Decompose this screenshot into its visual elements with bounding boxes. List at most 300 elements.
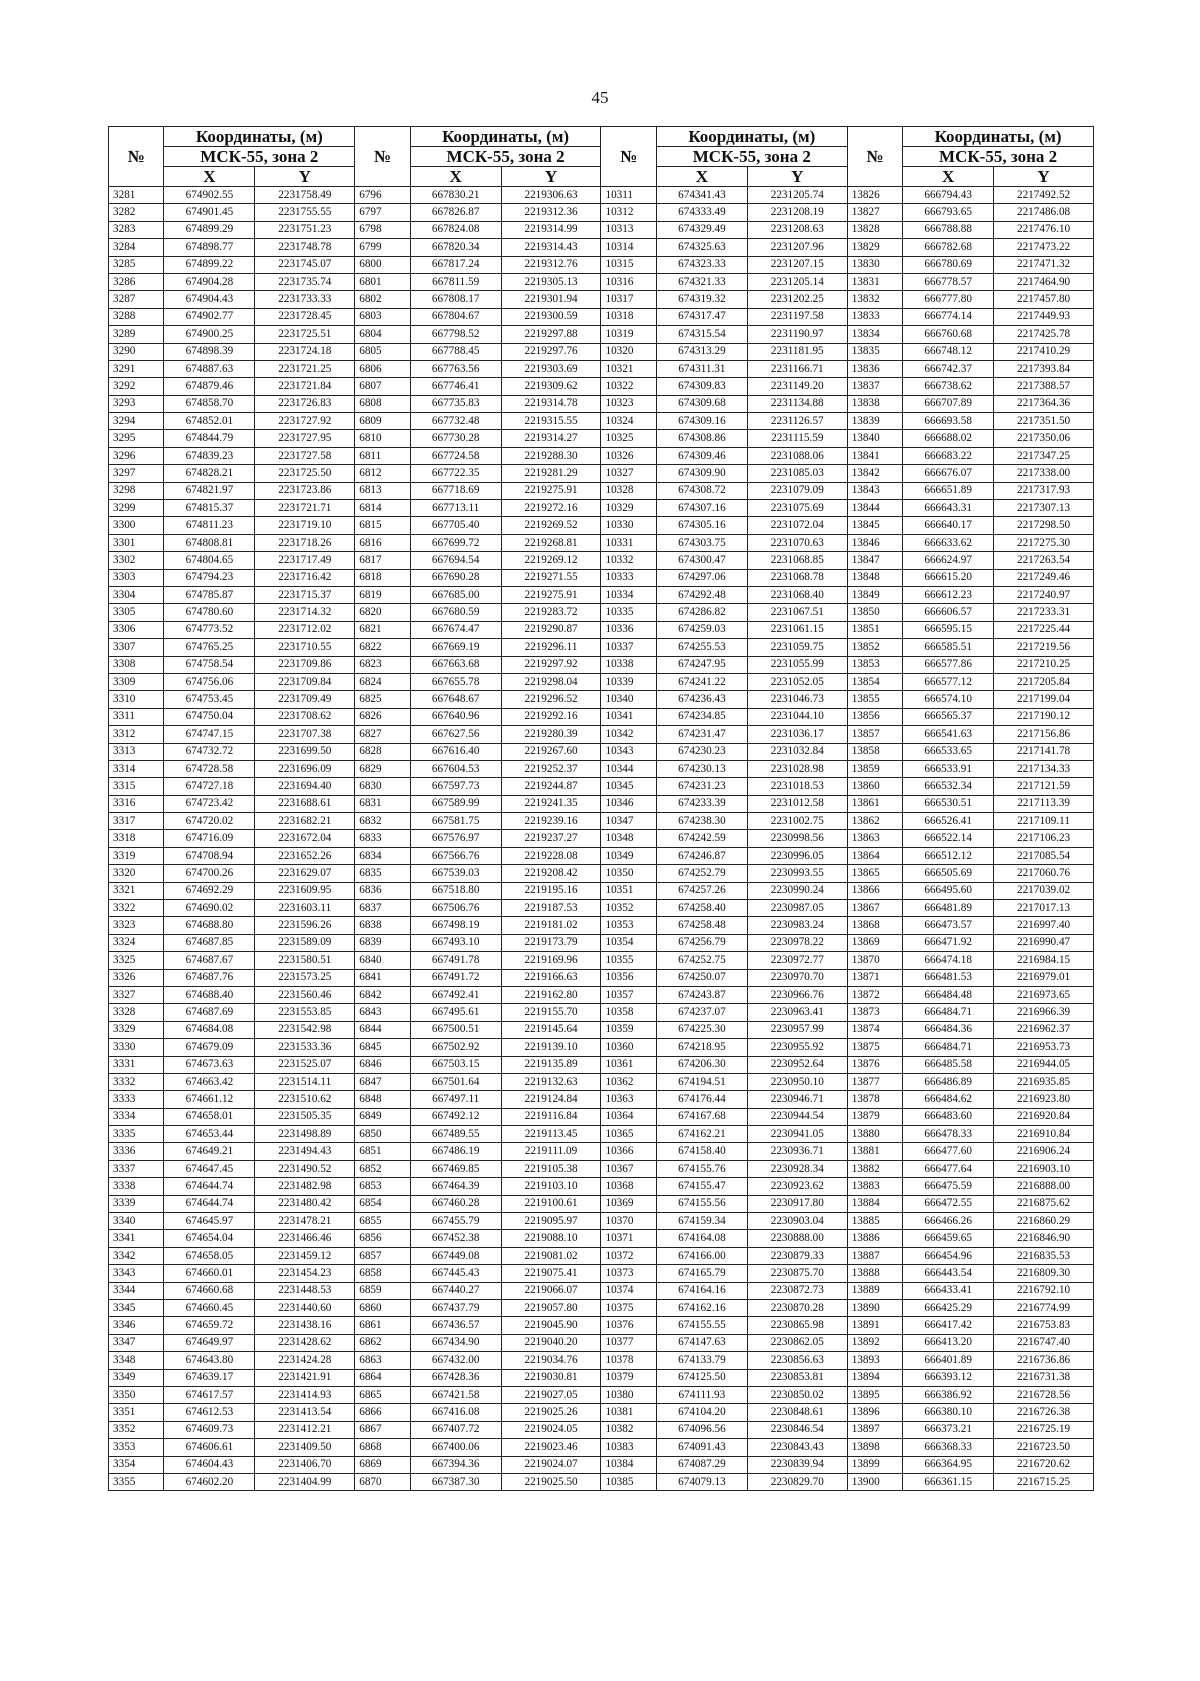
y-coordinate: 2231055.99 — [747, 656, 847, 673]
point-number: 6818 — [355, 569, 410, 586]
point-number: 6810 — [355, 430, 410, 447]
y-coordinate: 2230987.05 — [747, 900, 847, 917]
x-coordinate: 674660.45 — [164, 1300, 255, 1317]
point-number: 6864 — [355, 1369, 410, 1386]
table-row — [109, 865, 1094, 882]
point-number: 6844 — [355, 1021, 410, 1038]
table-body — [109, 187, 1094, 1491]
y-coordinate: 2231409.50 — [255, 1439, 355, 1456]
point-number: 3338 — [109, 1178, 164, 1195]
y-coordinate: 2217263.54 — [994, 552, 1094, 569]
x-coordinate: 667566.76 — [410, 847, 501, 864]
x-coordinate: 666466.26 — [903, 1213, 994, 1230]
x-coordinate: 674899.29 — [164, 221, 255, 238]
y-coordinate: 2230843.43 — [747, 1439, 847, 1456]
y-coordinate: 2217240.97 — [994, 586, 1094, 603]
table-row — [109, 569, 1094, 586]
point-number: 10363 — [601, 1091, 656, 1108]
x-coordinate: 674259.03 — [656, 621, 747, 638]
x-coordinate: 674904.43 — [164, 291, 255, 308]
x-coordinate: 667713.11 — [410, 500, 501, 517]
x-coordinate: 674785.87 — [164, 586, 255, 603]
x-coordinate: 666401.89 — [903, 1352, 994, 1369]
y-coordinate: 2230903.04 — [747, 1213, 847, 1230]
point-number: 6819 — [355, 586, 410, 603]
point-number: 10382 — [601, 1421, 656, 1438]
y-coordinate: 2231719.10 — [255, 517, 355, 534]
point-number: 10342 — [601, 726, 656, 743]
point-number: 10326 — [601, 447, 656, 464]
point-number: 13863 — [847, 830, 902, 847]
x-coordinate: 674660.01 — [164, 1265, 255, 1282]
x-coordinate: 674252.79 — [656, 865, 747, 882]
x-coordinate: 674794.23 — [164, 569, 255, 586]
x-coordinate: 674155.56 — [656, 1195, 747, 1212]
point-number: 6829 — [355, 760, 410, 777]
y-coordinate: 2230955.92 — [747, 1039, 847, 1056]
y-coordinate: 2219139.10 — [501, 1039, 601, 1056]
y-coordinate: 2231758.49 — [255, 187, 355, 204]
point-number: 3296 — [109, 447, 164, 464]
x-coordinate: 666477.60 — [903, 1143, 994, 1160]
point-number: 3318 — [109, 830, 164, 847]
y-coordinate: 2231682.21 — [255, 813, 355, 830]
point-number: 10372 — [601, 1247, 656, 1264]
point-number: 6866 — [355, 1404, 410, 1421]
y-coordinate: 2231688.61 — [255, 795, 355, 812]
x-coordinate: 674606.61 — [164, 1439, 255, 1456]
table-row — [109, 447, 1094, 464]
y-coordinate: 2219314.27 — [501, 430, 601, 447]
x-coordinate: 674728.58 — [164, 760, 255, 777]
x-coordinate: 666532.34 — [903, 778, 994, 795]
x-coordinate: 674176.44 — [656, 1091, 747, 1108]
coords-header: Координаты, (м) — [903, 127, 1094, 147]
x-coordinate: 667640.96 — [410, 708, 501, 725]
x-coordinate: 667493.10 — [410, 934, 501, 951]
y-coordinate: 2219057.80 — [501, 1300, 601, 1317]
point-number: 13900 — [847, 1473, 902, 1490]
point-number: 10379 — [601, 1369, 656, 1386]
x-coordinate: 666633.62 — [903, 534, 994, 551]
point-number: 3281 — [109, 187, 164, 204]
y-coordinate: 2230990.24 — [747, 882, 847, 899]
x-coordinate: 674815.37 — [164, 500, 255, 517]
point-number: 6820 — [355, 604, 410, 621]
y-coordinate: 2231745.07 — [255, 256, 355, 273]
point-number: 13874 — [847, 1021, 902, 1038]
y-coordinate: 2231726.83 — [255, 395, 355, 412]
x-coordinate: 667730.28 — [410, 430, 501, 447]
x-coordinate: 674647.45 — [164, 1160, 255, 1177]
y-coordinate: 2217134.33 — [994, 760, 1094, 777]
x-coordinate: 667718.69 — [410, 482, 501, 499]
point-number: 6822 — [355, 639, 410, 656]
y-coordinate: 2219275.91 — [501, 482, 601, 499]
table-row — [109, 517, 1094, 534]
point-number: 13894 — [847, 1369, 902, 1386]
point-number: 10371 — [601, 1230, 656, 1247]
x-coordinate: 674308.72 — [656, 482, 747, 499]
y-coordinate: 2231596.26 — [255, 917, 355, 934]
point-number: 6812 — [355, 465, 410, 482]
y-coordinate: 2230952.64 — [747, 1056, 847, 1073]
table-row — [109, 673, 1094, 690]
point-number: 13838 — [847, 395, 902, 412]
point-number: 10315 — [601, 256, 656, 273]
x-coordinate: 666483.60 — [903, 1108, 994, 1125]
x-coordinate: 674206.30 — [656, 1056, 747, 1073]
table-row — [109, 534, 1094, 551]
x-coordinate: 666585.51 — [903, 639, 994, 656]
y-coordinate: 2231046.73 — [747, 691, 847, 708]
x-coordinate: 666413.20 — [903, 1334, 994, 1351]
point-number: 3295 — [109, 430, 164, 447]
y-coordinate: 2231478.21 — [255, 1213, 355, 1230]
y-coordinate: 2219303.69 — [501, 360, 601, 377]
table-row — [109, 430, 1094, 447]
y-coordinate: 2231490.52 — [255, 1160, 355, 1177]
x-coordinate: 666477.64 — [903, 1160, 994, 1177]
x-coordinate: 674237.07 — [656, 1004, 747, 1021]
y-coordinate: 2231149.20 — [747, 378, 847, 395]
y-coordinate: 2230993.55 — [747, 865, 847, 882]
x-coordinate: 674804.65 — [164, 552, 255, 569]
point-number: 13828 — [847, 221, 902, 238]
x-coordinate: 674753.45 — [164, 691, 255, 708]
x-coordinate: 667497.11 — [410, 1091, 501, 1108]
y-coordinate: 2231454.23 — [255, 1265, 355, 1282]
point-number: 6854 — [355, 1195, 410, 1212]
x-coordinate: 674079.13 — [656, 1473, 747, 1490]
y-coordinate: 2231482.98 — [255, 1178, 355, 1195]
point-number: 3331 — [109, 1056, 164, 1073]
x-coordinate: 666777.80 — [903, 291, 994, 308]
x-coordinate: 674758.54 — [164, 656, 255, 673]
y-coordinate: 2231205.14 — [747, 273, 847, 290]
x-coordinate: 667449.08 — [410, 1247, 501, 1264]
x-coordinate: 674602.20 — [164, 1473, 255, 1490]
y-coordinate: 2230946.71 — [747, 1091, 847, 1108]
x-coordinate: 666640.17 — [903, 517, 994, 534]
x-coordinate: 667826.87 — [410, 204, 501, 221]
x-coordinate: 674234.85 — [656, 708, 747, 725]
y-coordinate: 2231603.11 — [255, 900, 355, 917]
y-coordinate: 2231028.98 — [747, 760, 847, 777]
x-coordinate: 667724.58 — [410, 447, 501, 464]
point-number: 13837 — [847, 378, 902, 395]
point-number: 3353 — [109, 1439, 164, 1456]
point-number: 13831 — [847, 273, 902, 290]
x-coordinate: 667432.00 — [410, 1352, 501, 1369]
table-row — [109, 934, 1094, 951]
x-coordinate: 674780.60 — [164, 604, 255, 621]
point-number: 13852 — [847, 639, 902, 656]
x-coordinate: 674852.01 — [164, 413, 255, 430]
coords-header: Координаты, (м) — [656, 127, 847, 147]
y-coordinate: 2219025.26 — [501, 1404, 601, 1421]
point-number: 3289 — [109, 326, 164, 343]
y-coordinate: 2230875.70 — [747, 1265, 847, 1282]
point-number: 6869 — [355, 1456, 410, 1473]
x-coordinate: 674096.56 — [656, 1421, 747, 1438]
point-number: 3337 — [109, 1160, 164, 1177]
x-coordinate: 674164.16 — [656, 1282, 747, 1299]
point-number: 10327 — [601, 465, 656, 482]
x-coordinate: 674653.44 — [164, 1126, 255, 1143]
point-number: 13898 — [847, 1439, 902, 1456]
y-coordinate: 2217298.50 — [994, 517, 1094, 534]
x-coordinate: 667500.51 — [410, 1021, 501, 1038]
x-coordinate: 667428.36 — [410, 1369, 501, 1386]
table-row — [109, 256, 1094, 273]
x-coordinate: 674639.17 — [164, 1369, 255, 1386]
point-number: 13881 — [847, 1143, 902, 1160]
point-number: 10373 — [601, 1265, 656, 1282]
point-number: 10328 — [601, 482, 656, 499]
point-number: 6867 — [355, 1421, 410, 1438]
x-coordinate: 674162.21 — [656, 1126, 747, 1143]
y-coordinate: 2231751.23 — [255, 221, 355, 238]
y-coordinate: 2231727.95 — [255, 430, 355, 447]
y-coordinate: 2231036.17 — [747, 726, 847, 743]
y-coordinate: 2231134.88 — [747, 395, 847, 412]
point-number: 6851 — [355, 1143, 410, 1160]
point-number: 10376 — [601, 1317, 656, 1334]
x-coordinate: 666760.68 — [903, 326, 994, 343]
point-number: 6830 — [355, 778, 410, 795]
point-number: 6814 — [355, 500, 410, 517]
x-coordinate: 667705.40 — [410, 517, 501, 534]
table-row — [109, 1160, 1094, 1177]
point-number: 13892 — [847, 1334, 902, 1351]
point-number: 3339 — [109, 1195, 164, 1212]
table-row — [109, 1456, 1094, 1473]
point-number: 3354 — [109, 1456, 164, 1473]
y-coordinate: 2230966.76 — [747, 986, 847, 1003]
x-coordinate: 674243.87 — [656, 986, 747, 1003]
y-coordinate: 2217486.08 — [994, 204, 1094, 221]
point-number: 3285 — [109, 256, 164, 273]
x-coordinate: 666485.58 — [903, 1056, 994, 1073]
x-coordinate: 674162.16 — [656, 1300, 747, 1317]
table-row — [109, 1317, 1094, 1334]
x-coordinate: 667763.56 — [410, 360, 501, 377]
x-coordinate: 674309.46 — [656, 447, 747, 464]
table-row — [109, 621, 1094, 638]
x-coordinate: 666473.57 — [903, 917, 994, 934]
y-coordinate: 2231059.75 — [747, 639, 847, 656]
y-coordinate: 2219281.29 — [501, 465, 601, 482]
y-coordinate: 2231404.99 — [255, 1473, 355, 1490]
x-coordinate: 666373.21 — [903, 1421, 994, 1438]
point-number: 10311 — [601, 187, 656, 204]
y-coordinate: 2230865.98 — [747, 1317, 847, 1334]
y-coordinate: 2230941.05 — [747, 1126, 847, 1143]
point-number: 13836 — [847, 360, 902, 377]
y-coordinate: 2219315.55 — [501, 413, 601, 430]
x-coordinate: 666738.62 — [903, 378, 994, 395]
y-coordinate: 2231710.55 — [255, 639, 355, 656]
x-coordinate: 666788.88 — [903, 221, 994, 238]
point-number: 13870 — [847, 952, 902, 969]
point-number: 3349 — [109, 1369, 164, 1386]
y-coordinate: 2231428.62 — [255, 1334, 355, 1351]
x-coordinate: 667674.47 — [410, 621, 501, 638]
x-coordinate: 667798.52 — [410, 326, 501, 343]
y-coordinate: 2231716.42 — [255, 569, 355, 586]
y-coordinate: 2231533.36 — [255, 1039, 355, 1056]
x-coordinate: 674230.23 — [656, 743, 747, 760]
table-row — [109, 1021, 1094, 1038]
y-coordinate: 2219105.38 — [501, 1160, 601, 1177]
x-coordinate: 674238.30 — [656, 813, 747, 830]
y-coordinate: 2231629.07 — [255, 865, 355, 882]
x-coordinate: 674341.43 — [656, 187, 747, 204]
y-coordinate: 2217393.84 — [994, 360, 1094, 377]
x-coordinate: 667400.06 — [410, 1439, 501, 1456]
point-number: 13891 — [847, 1317, 902, 1334]
x-coordinate: 666484.36 — [903, 1021, 994, 1038]
y-coordinate: 2216923.80 — [994, 1091, 1094, 1108]
y-coordinate: 2231115.59 — [747, 430, 847, 447]
x-coordinate: 667437.79 — [410, 1300, 501, 1317]
y-coordinate: 2219162.80 — [501, 986, 601, 1003]
y-coordinate: 2231505.35 — [255, 1108, 355, 1125]
y-coordinate: 2230848.61 — [747, 1404, 847, 1421]
x-coordinate: 674679.09 — [164, 1039, 255, 1056]
x-coordinate: 674309.83 — [656, 378, 747, 395]
x-coordinate: 667436.57 — [410, 1317, 501, 1334]
num-header: № — [355, 127, 410, 187]
y-coordinate: 2219145.64 — [501, 1021, 601, 1038]
point-number: 10319 — [601, 326, 656, 343]
point-number: 13886 — [847, 1230, 902, 1247]
table-row — [109, 1143, 1094, 1160]
point-number: 6857 — [355, 1247, 410, 1264]
x-coordinate: 667685.00 — [410, 586, 501, 603]
x-coordinate: 667655.78 — [410, 673, 501, 690]
point-number: 6824 — [355, 673, 410, 690]
point-number: 10359 — [601, 1021, 656, 1038]
x-coordinate: 674687.69 — [164, 1004, 255, 1021]
table-row — [109, 1473, 1094, 1490]
x-coordinate: 674309.16 — [656, 413, 747, 430]
y-coordinate: 2217205.84 — [994, 673, 1094, 690]
point-number: 3306 — [109, 621, 164, 638]
point-number: 3344 — [109, 1282, 164, 1299]
y-coordinate: 2217141.78 — [994, 743, 1094, 760]
x-coordinate: 674727.18 — [164, 778, 255, 795]
point-number: 13841 — [847, 447, 902, 464]
x-coordinate: 674147.63 — [656, 1334, 747, 1351]
x-coordinate: 666577.12 — [903, 673, 994, 690]
table-row — [109, 239, 1094, 256]
x-coordinate: 674661.12 — [164, 1091, 255, 1108]
point-number: 6823 — [355, 656, 410, 673]
point-number: 10383 — [601, 1439, 656, 1456]
point-number: 6868 — [355, 1439, 410, 1456]
x-coordinate: 674194.51 — [656, 1073, 747, 1090]
x-coordinate: 666676.07 — [903, 465, 994, 482]
point-number: 3329 — [109, 1021, 164, 1038]
point-number: 13868 — [847, 917, 902, 934]
table-row — [109, 1404, 1094, 1421]
x-coordinate: 674688.40 — [164, 986, 255, 1003]
x-coordinate: 674644.74 — [164, 1195, 255, 1212]
x-coordinate: 666778.57 — [903, 273, 994, 290]
x-coordinate: 674286.82 — [656, 604, 747, 621]
y-coordinate: 2230936.71 — [747, 1143, 847, 1160]
x-coordinate: 666368.33 — [903, 1439, 994, 1456]
point-number: 13875 — [847, 1039, 902, 1056]
x-coordinate: 667492.41 — [410, 986, 501, 1003]
y-coordinate: 2219075.41 — [501, 1265, 601, 1282]
point-number: 3292 — [109, 378, 164, 395]
x-coordinate: 674684.08 — [164, 1021, 255, 1038]
table-row — [109, 743, 1094, 760]
point-number: 13878 — [847, 1091, 902, 1108]
point-number: 10313 — [601, 221, 656, 238]
x-coordinate: 674821.97 — [164, 482, 255, 499]
y-coordinate: 2216990.47 — [994, 934, 1094, 951]
y-coordinate: 2231573.25 — [255, 969, 355, 986]
y-coordinate: 2217410.29 — [994, 343, 1094, 360]
y-coordinate: 2231466.46 — [255, 1230, 355, 1247]
x-coordinate: 666522.14 — [903, 830, 994, 847]
point-number: 3335 — [109, 1126, 164, 1143]
x-coordinate: 674242.59 — [656, 830, 747, 847]
x-coordinate: 667746.41 — [410, 378, 501, 395]
point-number: 10377 — [601, 1334, 656, 1351]
x-coordinate: 667669.19 — [410, 639, 501, 656]
x-coordinate: 674732.72 — [164, 743, 255, 760]
y-coordinate: 2217106.23 — [994, 830, 1094, 847]
point-number: 10317 — [601, 291, 656, 308]
point-number: 13842 — [847, 465, 902, 482]
point-number: 10367 — [601, 1160, 656, 1177]
point-number: 13851 — [847, 621, 902, 638]
y-coordinate: 2230829.70 — [747, 1473, 847, 1490]
x-coordinate: 674688.80 — [164, 917, 255, 934]
x-coordinate: 674158.40 — [656, 1143, 747, 1160]
y-coordinate: 2231412.21 — [255, 1421, 355, 1438]
point-number: 13835 — [847, 343, 902, 360]
point-number: 6813 — [355, 482, 410, 499]
y-coordinate: 2219155.70 — [501, 1004, 601, 1021]
table-row — [109, 586, 1094, 603]
x-coordinate: 666748.12 — [903, 343, 994, 360]
point-number: 3355 — [109, 1473, 164, 1490]
point-number: 6796 — [355, 187, 410, 204]
x-coordinate: 674687.67 — [164, 952, 255, 969]
point-number: 10380 — [601, 1386, 656, 1403]
point-number: 13867 — [847, 900, 902, 917]
y-coordinate: 2217275.30 — [994, 534, 1094, 551]
x-coordinate: 667452.38 — [410, 1230, 501, 1247]
table-row — [109, 691, 1094, 708]
point-number: 10314 — [601, 239, 656, 256]
point-number: 10316 — [601, 273, 656, 290]
y-coordinate: 2231721.25 — [255, 360, 355, 377]
x-coordinate: 667663.68 — [410, 656, 501, 673]
y-coordinate: 2216984.15 — [994, 952, 1094, 969]
point-number: 10351 — [601, 882, 656, 899]
y-coordinate: 2216792.10 — [994, 1282, 1094, 1299]
y-coordinate: 2231542.98 — [255, 1021, 355, 1038]
x-coordinate: 674305.16 — [656, 517, 747, 534]
y-coordinate: 2219312.36 — [501, 204, 601, 221]
